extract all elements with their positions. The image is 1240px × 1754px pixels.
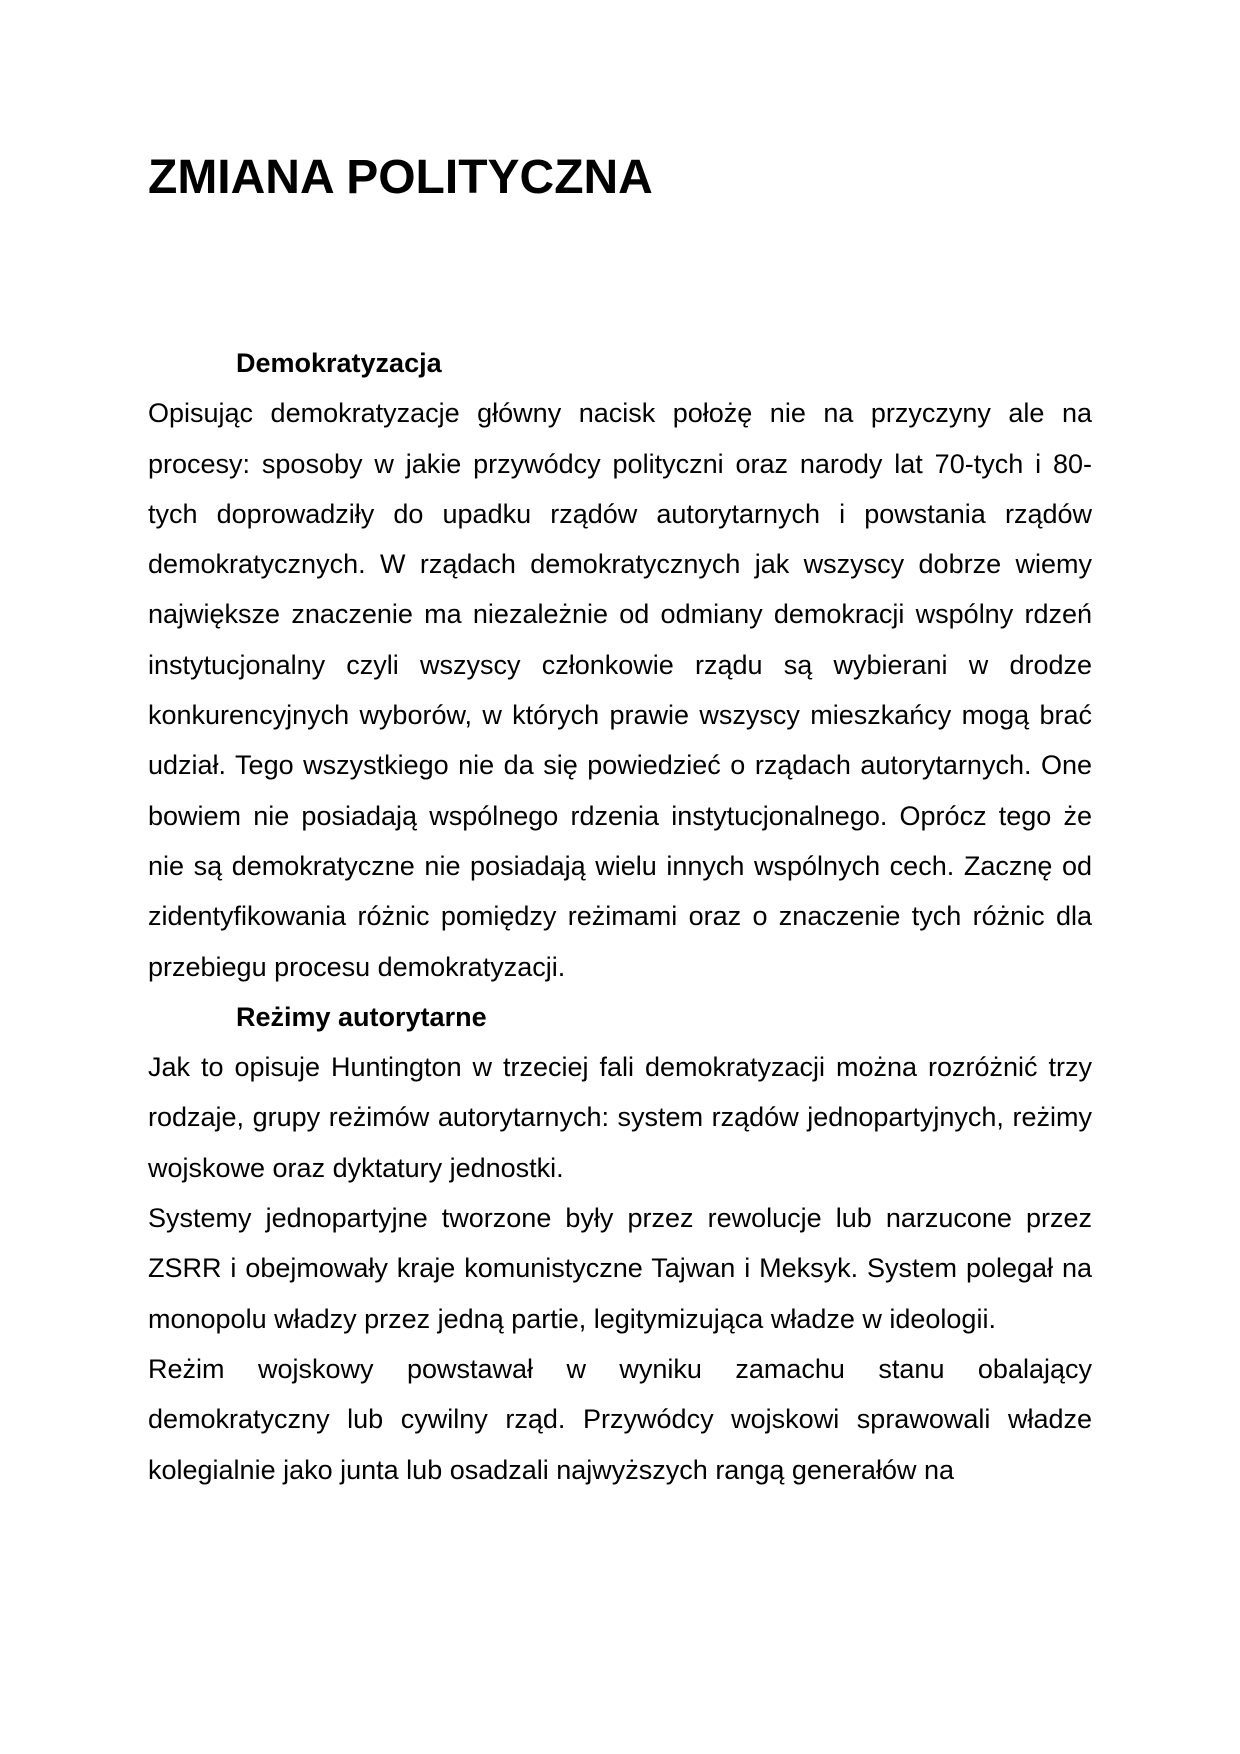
paragraph: Systemy jednopartyjne tworzone były przez rewolucje lub narzucone przez ZSRR i obejmowały kraje komunistyczne Tajwan i Meksyk. System polegał na monopolu władzy przez jedną partie, legitymizująca władze w ideologii.: [148, 1203, 1092, 1334]
document-body: [148, 338, 1092, 1495]
paragraph: Reżim wojskowy powstawał w wyniku zamachu stanu obalający demokratyczny lub cywilny rząd. Przywódcy wojskowi sprawowali władze kolegialnie jako junta lub osadzali najwyższych rangą generałów na: [148, 1353, 1092, 1485]
section-heading: Demokratyzacja: [236, 348, 442, 378]
section-heading: Reżimy autorytarne: [236, 1001, 487, 1032]
document-title: ZMIANA POLITYCZNA: [148, 151, 653, 204]
paragraph: Opisując demokratyzacje główny nacisk położę nie na przyczyny ale na procesy: sposoby w jakie przywódcy polityczni oraz narody lat 70-tych i 80-tych doprowadziły do upadku rządów autorytarnych i powstania rządów demokratycznych. W rządach demokratycznych jak wszyscy dobrze wiemy największe znaczenie ma niezależnie od odmiany demokracji wspólny rdzeń instytucjonalny czyli wszyscy członkowie rządu są wybierani w drodze konkurencyjnych wyborów, w których prawie wszyscy mieszkańcy mogą brać udział. Tego wszystkiego nie da się powiedzieć o rządach autorytarnych. One bowiem nie posiadają wspólnego rdzenia instytucjonalnego. Oprócz tego że nie są demokratyczne nie posiadają wielu innych wspólnych cech. Zacznę od zidentyfikowania różnic pomiędzy reżimami oraz o znaczenie tych różnic dla przebiegu procesu demokratyzacji.: [148, 398, 1092, 982]
paragraph: Jak to opisuje Huntington w trzeciej fali demokratyzacji można rozróżnić trzy rodzaje, grupy reżimów autorytarnych: system rządów jednopartyjnych, reżimy wojskowe oraz dyktatury jednostki.: [148, 1052, 1092, 1183]
section-demokratyzacja: [148, 338, 1092, 992]
section-rezimy-autorytarne: [148, 992, 1092, 1495]
